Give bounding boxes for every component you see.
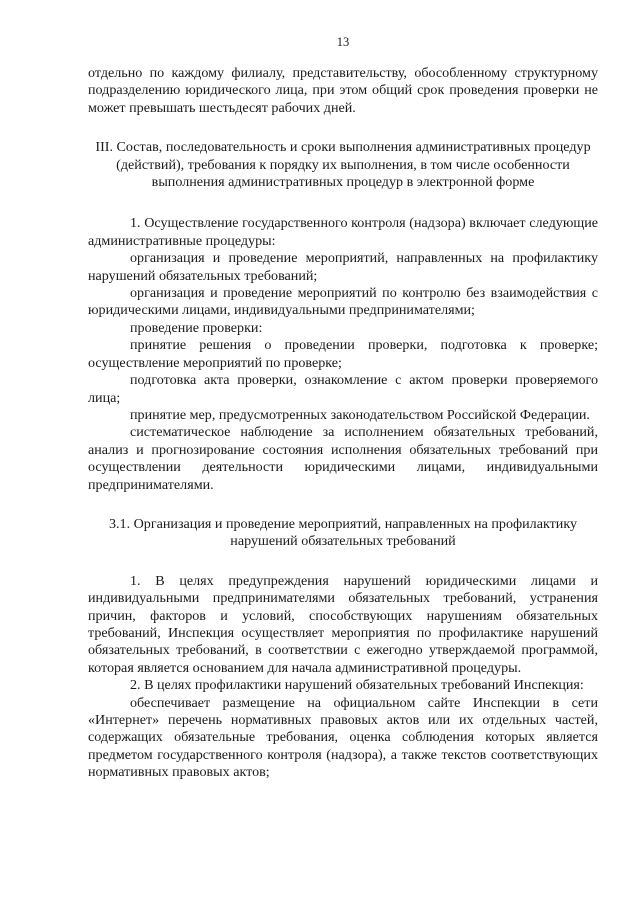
section-paragraph-5: принятие решения о проведении проверки, подготовка к проверке; осуществление мероприятий по проверке; bbox=[88, 337, 598, 371]
subsection-body bbox=[88, 573, 598, 782]
subsection-paragraph-2: 2. В целях профилактики нарушений обязательных требований Инспекция: bbox=[130, 677, 584, 694]
intro-paragraph: отдельно по каждому филиалу, представительству, обособленному структурному подразделению юридического лица, при этом общий срок проведения проверки не может превышать шестьдесят рабочих дней. bbox=[88, 65, 598, 116]
page-number: 13 bbox=[336, 35, 350, 49]
section-paragraph-4: проведение проверки: bbox=[130, 319, 263, 336]
section-body bbox=[88, 215, 598, 494]
subsection-paragraph-3: обеспечивает размещение на официальном сайте Инспекции в сети «Интернет» перечень нормативных правовых актов или их отдельных частей, содержащих обязательные требования, оценка соблюдения которых является предметом государственного контроля (надзора), а также текстов соответствующих нормативных правовых актов; bbox=[88, 694, 598, 781]
section-heading: III. Состав, последовательность и сроки выполнения административных процедур (действий), требования к порядку их выполнения, в том числе особенности выполнения административных процедур в электронной форме bbox=[95, 139, 591, 191]
section-paragraph-1: 1. Осуществление государственного контроля (надзора) включает следующие административные процедуры: bbox=[88, 215, 598, 249]
subsection-paragraph-1: 1. В целях предупреждения нарушений юридическими лицами и индивидуальными предпринимателями обязательных требований, устранения причин, факторов и условий, способствующих нарушениям обязательных требований, Инспекция осуществляет мероприятия по профилактике нарушений обязательных требований, в соответствии с ежегодно утверждаемой программой, которая является основанием для начала административной процедуры. bbox=[88, 572, 598, 676]
document-page bbox=[88, 34, 598, 782]
section-paragraph-6: подготовка акта проверки, ознакомление с актом проверки проверяемого лица; bbox=[88, 372, 598, 406]
section-paragraph-8: систематическое наблюдение за исполнением обязательных требований, анализ и прогнозирование состояния исполнения обязательных требований при осуществлении деятельности юридическими лицами, индивидуальными предпринимателями. bbox=[88, 424, 598, 493]
section-paragraph-7: принятие мер, предусмотренных законодательством Российской Федерации. bbox=[130, 406, 590, 423]
section-paragraph-3: организация и проведение мероприятий по контролю без взаимодействия с юридическими лицами, индивидуальными предпринимателями; bbox=[88, 285, 598, 319]
section-paragraph-2: организация и проведение мероприятий, направленных на профилактику нарушений обязательных требований; bbox=[88, 250, 598, 284]
subsection-heading: 3.1. Организация и проведение мероприятий, направленных на профилактику нарушений обязательных требований bbox=[108, 515, 578, 550]
